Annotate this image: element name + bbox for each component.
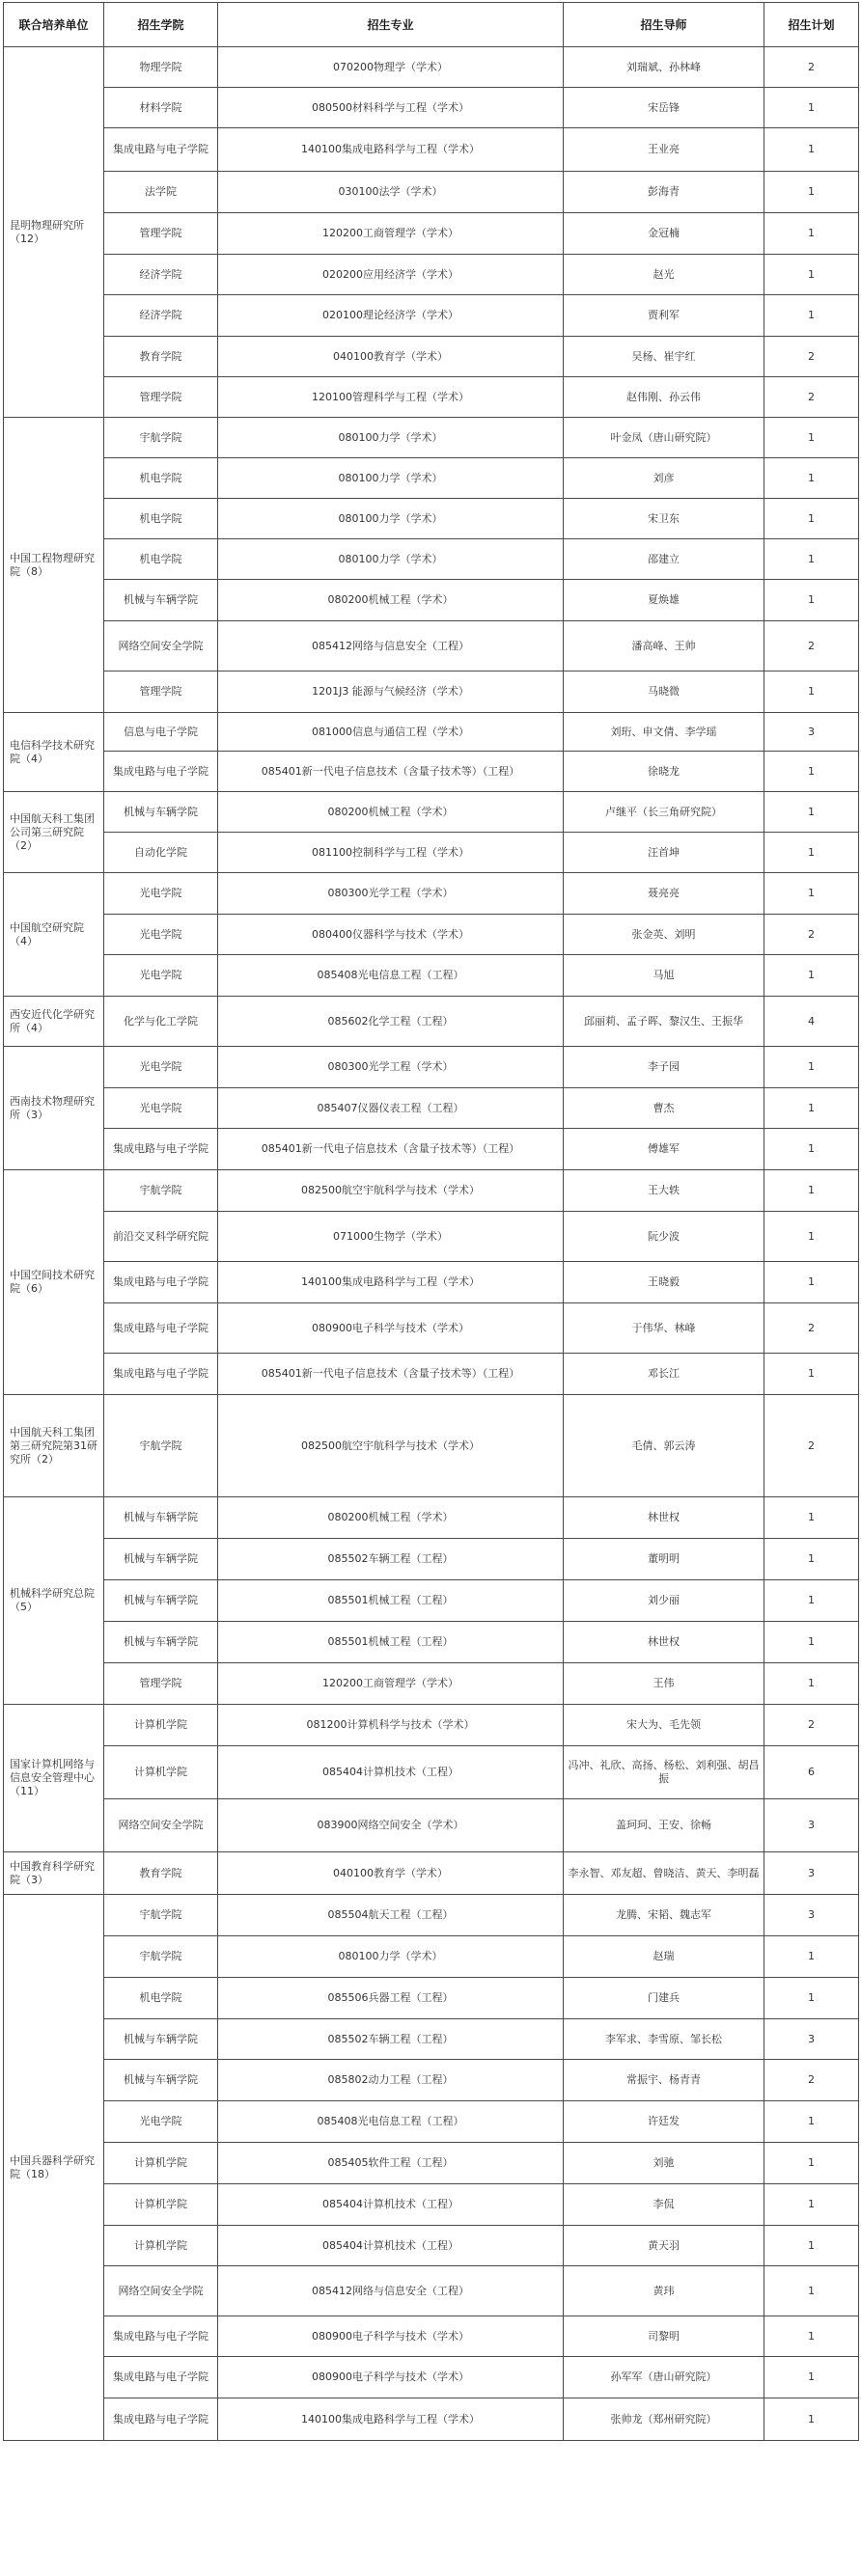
- advisor-cell: 门建兵: [564, 1978, 764, 2019]
- header-major: 招生专业: [218, 3, 564, 47]
- major-cell: 080500材料科学与工程（学术）: [218, 88, 564, 128]
- plan-cell: 2: [764, 47, 859, 88]
- college-cell: 光电学院: [104, 1088, 218, 1129]
- plan-cell: 1: [764, 1129, 859, 1170]
- college-cell: 教育学院: [104, 1852, 218, 1895]
- plan-cell: 1: [764, 1047, 859, 1088]
- college-cell: 机电学院: [104, 539, 218, 580]
- college-cell: 物理学院: [104, 47, 218, 88]
- table-row: [4, 1580, 859, 1622]
- major-cell: 140100集成电路科学与工程（学术）: [218, 1262, 564, 1303]
- plan-cell: 2: [764, 1705, 859, 1746]
- major-cell: 081100控制科学与工程（学术）: [218, 833, 564, 873]
- admissions-table-container: [3, 2, 859, 2441]
- college-cell: 宇航学院: [104, 418, 218, 458]
- plan-cell: 1: [764, 752, 859, 792]
- table-row: [4, 1129, 859, 1170]
- college-cell: 机械与车辆学院: [104, 1622, 218, 1663]
- table-row: [4, 2184, 859, 2226]
- college-cell: 集成电路与电子学院: [104, 1262, 218, 1303]
- advisor-cell: 冯冲、礼欣、高扬、杨松、刘利强、胡昌振: [564, 1746, 764, 1799]
- advisor-cell: 赵瑞: [564, 1936, 764, 1978]
- plan-cell: 2: [764, 1303, 859, 1354]
- plan-cell: 2: [764, 621, 859, 671]
- table-row: [4, 295, 859, 337]
- table-row: [4, 2316, 859, 2357]
- college-cell: 集成电路与电子学院: [104, 1303, 218, 1354]
- college-cell: 机电学院: [104, 499, 218, 539]
- major-cell: 080100力学（学术）: [218, 499, 564, 539]
- table-row: [4, 580, 859, 621]
- plan-cell: 1: [764, 2316, 859, 2357]
- college-cell: 光电学院: [104, 915, 218, 955]
- major-cell: 030100法学（学术）: [218, 172, 564, 213]
- advisor-cell: 夏焕雄: [564, 580, 764, 621]
- college-cell: 机械与车辆学院: [104, 792, 218, 833]
- college-cell: 网络空间安全学院: [104, 2266, 218, 2316]
- table-row: [4, 1047, 859, 1088]
- table-row: [4, 418, 859, 458]
- college-cell: 材料学院: [104, 88, 218, 128]
- advisor-cell: 卢继平（长三角研究院）: [564, 792, 764, 833]
- table-row: [4, 915, 859, 955]
- college-cell: 前沿交叉科学研究院: [104, 1212, 218, 1262]
- unit-cell: 中国兵器科学研究院（18）: [4, 1895, 104, 2441]
- advisor-cell: 王大轶: [564, 1170, 764, 1212]
- college-cell: 计算机学院: [104, 2184, 218, 2226]
- plan-cell: 3: [764, 1799, 859, 1852]
- plan-cell: 2: [764, 337, 859, 377]
- major-cell: 085401新一代电子信息技术（含量子技术等）（工程）: [218, 1129, 564, 1170]
- table-row: [4, 1303, 859, 1354]
- header-college: 招生学院: [104, 3, 218, 47]
- advisor-cell: 王晓毅: [564, 1262, 764, 1303]
- plan-cell: 1: [764, 213, 859, 255]
- major-cell: 085802动力工程（工程）: [218, 2060, 564, 2101]
- advisor-cell: 李永智、邓友超、曾晓洁、黄天、李明磊: [564, 1852, 764, 1895]
- college-cell: 集成电路与电子学院: [104, 2357, 218, 2398]
- major-cell: 085602化学工程（工程）: [218, 997, 564, 1047]
- college-cell: 机械与车辆学院: [104, 2060, 218, 2101]
- college-cell: 机械与车辆学院: [104, 1497, 218, 1539]
- advisor-cell: 赵伟刚、孙云伟: [564, 377, 764, 418]
- college-cell: 宇航学院: [104, 1170, 218, 1212]
- table-row: [4, 1088, 859, 1129]
- plan-cell: 1: [764, 833, 859, 873]
- plan-cell: 3: [764, 1852, 859, 1895]
- advisor-cell: 潘高峰、王帅: [564, 621, 764, 671]
- major-cell: 082500航空宇航科学与技术（学术）: [218, 1395, 564, 1497]
- college-cell: 集成电路与电子学院: [104, 1354, 218, 1395]
- advisor-cell: 刘珩、申文倩、李学瑶: [564, 713, 764, 752]
- plan-cell: 4: [764, 997, 859, 1047]
- plan-cell: 1: [764, 2226, 859, 2266]
- college-cell: 集成电路与电子学院: [104, 2398, 218, 2441]
- college-cell: 光电学院: [104, 873, 218, 915]
- table-row: [4, 1978, 859, 2019]
- major-cell: 020200应用经济学（学术）: [218, 255, 564, 295]
- major-cell: 085404计算机技术（工程）: [218, 2184, 564, 2226]
- table-row: [4, 713, 859, 752]
- unit-cell: 电信科学技术研究院（4）: [4, 713, 104, 792]
- plan-cell: 1: [764, 1539, 859, 1580]
- advisor-cell: 邱丽莉、孟子晖、黎汉生、王振华: [564, 997, 764, 1047]
- plan-cell: 1: [764, 88, 859, 128]
- advisor-cell: 盖珂珂、王安、徐畅: [564, 1799, 764, 1852]
- table-row: [4, 873, 859, 915]
- table-row: [4, 1852, 859, 1895]
- college-cell: 集成电路与电子学院: [104, 2316, 218, 2357]
- plan-cell: 1: [764, 2101, 859, 2143]
- advisor-cell: 刘驰: [564, 2143, 764, 2184]
- major-cell: 120100管理科学与工程（学术）: [218, 377, 564, 418]
- major-cell: 085506兵器工程（工程）: [218, 1978, 564, 2019]
- advisor-cell: 李子园: [564, 1047, 764, 1088]
- major-cell: 085404计算机技术（工程）: [218, 1746, 564, 1799]
- table-row: [4, 2266, 859, 2316]
- major-cell: 120200工商管理学（学术）: [218, 213, 564, 255]
- table-row: [4, 752, 859, 792]
- advisor-cell: 林世权: [564, 1622, 764, 1663]
- table-row: [4, 337, 859, 377]
- plan-cell: 1: [764, 499, 859, 539]
- college-cell: 计算机学院: [104, 1746, 218, 1799]
- table-row: [4, 539, 859, 580]
- plan-cell: 1: [764, 1262, 859, 1303]
- major-cell: 040100教育学（学术）: [218, 1852, 564, 1895]
- advisor-cell: 傅雄军: [564, 1129, 764, 1170]
- table-row: [4, 1936, 859, 1978]
- unit-cell: 中国空间技术研究院（6）: [4, 1170, 104, 1395]
- college-cell: 宇航学院: [104, 1395, 218, 1497]
- college-cell: 法学院: [104, 172, 218, 213]
- advisor-cell: 张帅龙（郑州研究院）: [564, 2398, 764, 2441]
- major-cell: 080100力学（学术）: [218, 418, 564, 458]
- college-cell: 管理学院: [104, 1663, 218, 1705]
- unit-cell: 机械科学研究总院（5）: [4, 1497, 104, 1705]
- plan-cell: 1: [764, 458, 859, 499]
- major-cell: 085408光电信息工程（工程）: [218, 2101, 564, 2143]
- unit-cell: 中国航天科工集团第三研究院第31研究所（2）: [4, 1395, 104, 1497]
- table-row: [4, 1395, 859, 1497]
- advisor-cell: 宋大为、毛先领: [564, 1705, 764, 1746]
- college-cell: 机电学院: [104, 1978, 218, 2019]
- plan-cell: 1: [764, 2266, 859, 2316]
- advisor-cell: 常振宇、杨青青: [564, 2060, 764, 2101]
- college-cell: 计算机学院: [104, 2143, 218, 2184]
- advisor-cell: 汪首坤: [564, 833, 764, 873]
- advisor-cell: 黄天羽: [564, 2226, 764, 2266]
- college-cell: 网络空间安全学院: [104, 1799, 218, 1852]
- plan-cell: 1: [764, 1580, 859, 1622]
- major-cell: 085501机械工程（工程）: [218, 1580, 564, 1622]
- college-cell: 集成电路与电子学院: [104, 128, 218, 172]
- college-cell: 经济学院: [104, 255, 218, 295]
- advisor-cell: 刘少丽: [564, 1580, 764, 1622]
- advisor-cell: 曹杰: [564, 1088, 764, 1129]
- college-cell: 宇航学院: [104, 1895, 218, 1936]
- unit-cell: 西南技术物理研究所（3）: [4, 1047, 104, 1170]
- header-plan: 招生计划: [764, 3, 859, 47]
- advisor-cell: 邓长江: [564, 1354, 764, 1395]
- advisor-cell: 徐晓龙: [564, 752, 764, 792]
- plan-cell: 1: [764, 295, 859, 337]
- advisor-cell: 叶金凤（唐山研究院）: [564, 418, 764, 458]
- plan-cell: 1: [764, 2357, 859, 2398]
- plan-cell: 1: [764, 1212, 859, 1262]
- advisor-cell: 马旭: [564, 955, 764, 997]
- table-row: [4, 1746, 859, 1799]
- major-cell: 085405软件工程（工程）: [218, 2143, 564, 2184]
- table-row: [4, 255, 859, 295]
- table-row: [4, 1663, 859, 1705]
- advisor-cell: 王业亮: [564, 128, 764, 172]
- header-row: [4, 3, 859, 47]
- major-cell: 082500航空宇航科学与技术（学术）: [218, 1170, 564, 1212]
- table-row: [4, 377, 859, 418]
- plan-cell: 2: [764, 377, 859, 418]
- major-cell: 081000信息与通信工程（学术）: [218, 713, 564, 752]
- college-cell: 宇航学院: [104, 1936, 218, 1978]
- advisor-cell: 邵建立: [564, 539, 764, 580]
- college-cell: 自动化学院: [104, 833, 218, 873]
- plan-cell: 1: [764, 2398, 859, 2441]
- major-cell: 140100集成电路科学与工程（学术）: [218, 2398, 564, 2441]
- major-cell: 080100力学（学术）: [218, 1936, 564, 1978]
- plan-cell: 1: [764, 418, 859, 458]
- major-cell: 120200工商管理学（学术）: [218, 1663, 564, 1705]
- major-cell: 080900电子科学与技术（学术）: [218, 2316, 564, 2357]
- advisor-cell: 龙腾、宋韬、魏志军: [564, 1895, 764, 1936]
- table-row: [4, 833, 859, 873]
- plan-cell: 1: [764, 580, 859, 621]
- major-cell: 071000生物学（学术）: [218, 1212, 564, 1262]
- college-cell: 管理学院: [104, 671, 218, 713]
- advisor-cell: 刘彦: [564, 458, 764, 499]
- unit-cell: 昆明物理研究所（12）: [4, 47, 104, 418]
- plan-cell: 1: [764, 873, 859, 915]
- advisor-cell: 司黎明: [564, 2316, 764, 2357]
- major-cell: 085408光电信息工程（工程）: [218, 955, 564, 997]
- table-row: [4, 1262, 859, 1303]
- advisor-cell: 黄玮: [564, 2266, 764, 2316]
- advisor-cell: 李军求、李雪原、邹长松: [564, 2019, 764, 2060]
- advisor-cell: 彭海青: [564, 172, 764, 213]
- plan-cell: 1: [764, 172, 859, 213]
- college-cell: 机械与车辆学院: [104, 1539, 218, 1580]
- plan-cell: 1: [764, 1663, 859, 1705]
- major-cell: 081200计算机科学与技术（学术）: [218, 1705, 564, 1746]
- college-cell: 化学与化工学院: [104, 997, 218, 1047]
- plan-cell: 1: [764, 1497, 859, 1539]
- major-cell: 080300光学工程（学术）: [218, 1047, 564, 1088]
- advisor-cell: 刘瑞斌、孙林峰: [564, 47, 764, 88]
- table-row: [4, 792, 859, 833]
- plan-cell: 1: [764, 128, 859, 172]
- plan-cell: 3: [764, 713, 859, 752]
- unit-cell: 国家计算机网络与信息安全管理中心（11）: [4, 1705, 104, 1852]
- plan-cell: 6: [764, 1746, 859, 1799]
- advisor-cell: 于伟华、林峰: [564, 1303, 764, 1354]
- table-row: [4, 1212, 859, 1262]
- plan-cell: 1: [764, 1170, 859, 1212]
- major-cell: 085401新一代电子信息技术（含量子技术等）（工程）: [218, 752, 564, 792]
- major-cell: 085501机械工程（工程）: [218, 1622, 564, 1663]
- table-row: [4, 2398, 859, 2441]
- plan-cell: 3: [764, 2019, 859, 2060]
- major-cell: 085502车辆工程（工程）: [218, 1539, 564, 1580]
- advisor-cell: 贾利军: [564, 295, 764, 337]
- header-unit: 联合培养单位: [4, 3, 104, 47]
- college-cell: 计算机学院: [104, 2226, 218, 2266]
- unit-cell: 西安近代化学研究所（4）: [4, 997, 104, 1047]
- advisor-cell: 吴杨、崔宇红: [564, 337, 764, 377]
- table-row: [4, 213, 859, 255]
- table-row: [4, 458, 859, 499]
- plan-cell: 1: [764, 255, 859, 295]
- advisor-cell: 宋岳锋: [564, 88, 764, 128]
- table-row: [4, 671, 859, 713]
- table-row: [4, 2143, 859, 2184]
- table-row: [4, 955, 859, 997]
- table-row: [4, 128, 859, 172]
- table-row: [4, 621, 859, 671]
- college-cell: 管理学院: [104, 213, 218, 255]
- college-cell: 教育学院: [104, 337, 218, 377]
- major-cell: 085404计算机技术（工程）: [218, 2226, 564, 2266]
- major-cell: 080900电子科学与技术（学术）: [218, 1303, 564, 1354]
- table-row: [4, 47, 859, 88]
- plan-cell: 2: [764, 2060, 859, 2101]
- table-row: [4, 1895, 859, 1936]
- table-body: [4, 47, 859, 2441]
- college-cell: 光电学院: [104, 1047, 218, 1088]
- table-row: [4, 1354, 859, 1395]
- advisor-cell: 张金英、刘明: [564, 915, 764, 955]
- advisor-cell: 阮少波: [564, 1212, 764, 1262]
- unit-cell: 中国航空研究院（4）: [4, 873, 104, 997]
- advisor-cell: 董明明: [564, 1539, 764, 1580]
- plan-cell: 1: [764, 539, 859, 580]
- plan-cell: 1: [764, 955, 859, 997]
- plan-cell: 1: [764, 1936, 859, 1978]
- major-cell: 080200机械工程（学术）: [218, 1497, 564, 1539]
- table-row: [4, 2226, 859, 2266]
- table-row: [4, 1622, 859, 1663]
- major-cell: 085412网络与信息安全（工程）: [218, 2266, 564, 2316]
- advisor-cell: 许廷发: [564, 2101, 764, 2143]
- advisor-cell: 毛倩、郭云涛: [564, 1395, 764, 1497]
- table-row: [4, 1799, 859, 1852]
- college-cell: 经济学院: [104, 295, 218, 337]
- major-cell: 070200物理学（学术）: [218, 47, 564, 88]
- plan-cell: 1: [764, 2184, 859, 2226]
- major-cell: 085502车辆工程（工程）: [218, 2019, 564, 2060]
- table-row: [4, 2060, 859, 2101]
- college-cell: 信息与电子学院: [104, 713, 218, 752]
- table-row: [4, 2357, 859, 2398]
- college-cell: 机械与车辆学院: [104, 1580, 218, 1622]
- college-cell: 计算机学院: [104, 1705, 218, 1746]
- plan-cell: 1: [764, 671, 859, 713]
- table-row: [4, 1497, 859, 1539]
- major-cell: 085412网络与信息安全（工程）: [218, 621, 564, 671]
- college-cell: 光电学院: [104, 2101, 218, 2143]
- advisor-cell: 李侃: [564, 2184, 764, 2226]
- major-cell: 020100理论经济学（学术）: [218, 295, 564, 337]
- college-cell: 管理学院: [104, 377, 218, 418]
- table-row: [4, 997, 859, 1047]
- plan-cell: 1: [764, 1622, 859, 1663]
- major-cell: 080100力学（学术）: [218, 539, 564, 580]
- college-cell: 网络空间安全学院: [104, 621, 218, 671]
- college-cell: 集成电路与电子学院: [104, 752, 218, 792]
- major-cell: 040100教育学（学术）: [218, 337, 564, 377]
- advisor-cell: 赵光: [564, 255, 764, 295]
- major-cell: 080100力学（学术）: [218, 458, 564, 499]
- header-advisor: 招生导师: [564, 3, 764, 47]
- major-cell: 080200机械工程（学术）: [218, 792, 564, 833]
- major-cell: 080400仪器科学与技术（学术）: [218, 915, 564, 955]
- table-row: [4, 1705, 859, 1746]
- plan-cell: 1: [764, 1978, 859, 2019]
- table-row: [4, 2019, 859, 2060]
- college-cell: 机械与车辆学院: [104, 580, 218, 621]
- unit-cell: 中国教育科学研究院（3）: [4, 1852, 104, 1895]
- plan-cell: 1: [764, 792, 859, 833]
- major-cell: 080300光学工程（学术）: [218, 873, 564, 915]
- advisor-cell: 孙军军（唐山研究院）: [564, 2357, 764, 2398]
- major-cell: 1201J3 能源与气候经济（学术）: [218, 671, 564, 713]
- major-cell: 085407仪器仪表工程（工程）: [218, 1088, 564, 1129]
- college-cell: 集成电路与电子学院: [104, 1129, 218, 1170]
- advisor-cell: 林世权: [564, 1497, 764, 1539]
- plan-cell: 1: [764, 1354, 859, 1395]
- college-cell: 光电学院: [104, 955, 218, 997]
- admissions-table: [3, 2, 859, 2441]
- advisor-cell: 王伟: [564, 1663, 764, 1705]
- major-cell: 080900电子科学与技术（学术）: [218, 2357, 564, 2398]
- advisor-cell: 马晓微: [564, 671, 764, 713]
- college-cell: 机电学院: [104, 458, 218, 499]
- advisor-cell: 金冠楠: [564, 213, 764, 255]
- table-row: [4, 1539, 859, 1580]
- plan-cell: 2: [764, 915, 859, 955]
- plan-cell: 3: [764, 1895, 859, 1936]
- table-row: [4, 1170, 859, 1212]
- table-row: [4, 2101, 859, 2143]
- unit-cell: 中国航天科工集团公司第三研究院（2）: [4, 792, 104, 873]
- major-cell: 140100集成电路科学与工程（学术）: [218, 128, 564, 172]
- plan-cell: 1: [764, 1088, 859, 1129]
- advisor-cell: 聂亮亮: [564, 873, 764, 915]
- major-cell: 080200机械工程（学术）: [218, 580, 564, 621]
- table-row: [4, 88, 859, 128]
- plan-cell: 1: [764, 2143, 859, 2184]
- major-cell: 083900网络空间安全（学术）: [218, 1799, 564, 1852]
- major-cell: 085504航天工程（工程）: [218, 1895, 564, 1936]
- major-cell: 085401新一代电子信息技术（含量子技术等）（工程）: [218, 1354, 564, 1395]
- college-cell: 机械与车辆学院: [104, 2019, 218, 2060]
- plan-cell: 2: [764, 1395, 859, 1497]
- advisor-cell: 宋卫东: [564, 499, 764, 539]
- table-row: [4, 172, 859, 213]
- unit-cell: 中国工程物理研究院（8）: [4, 418, 104, 713]
- table-row: [4, 499, 859, 539]
